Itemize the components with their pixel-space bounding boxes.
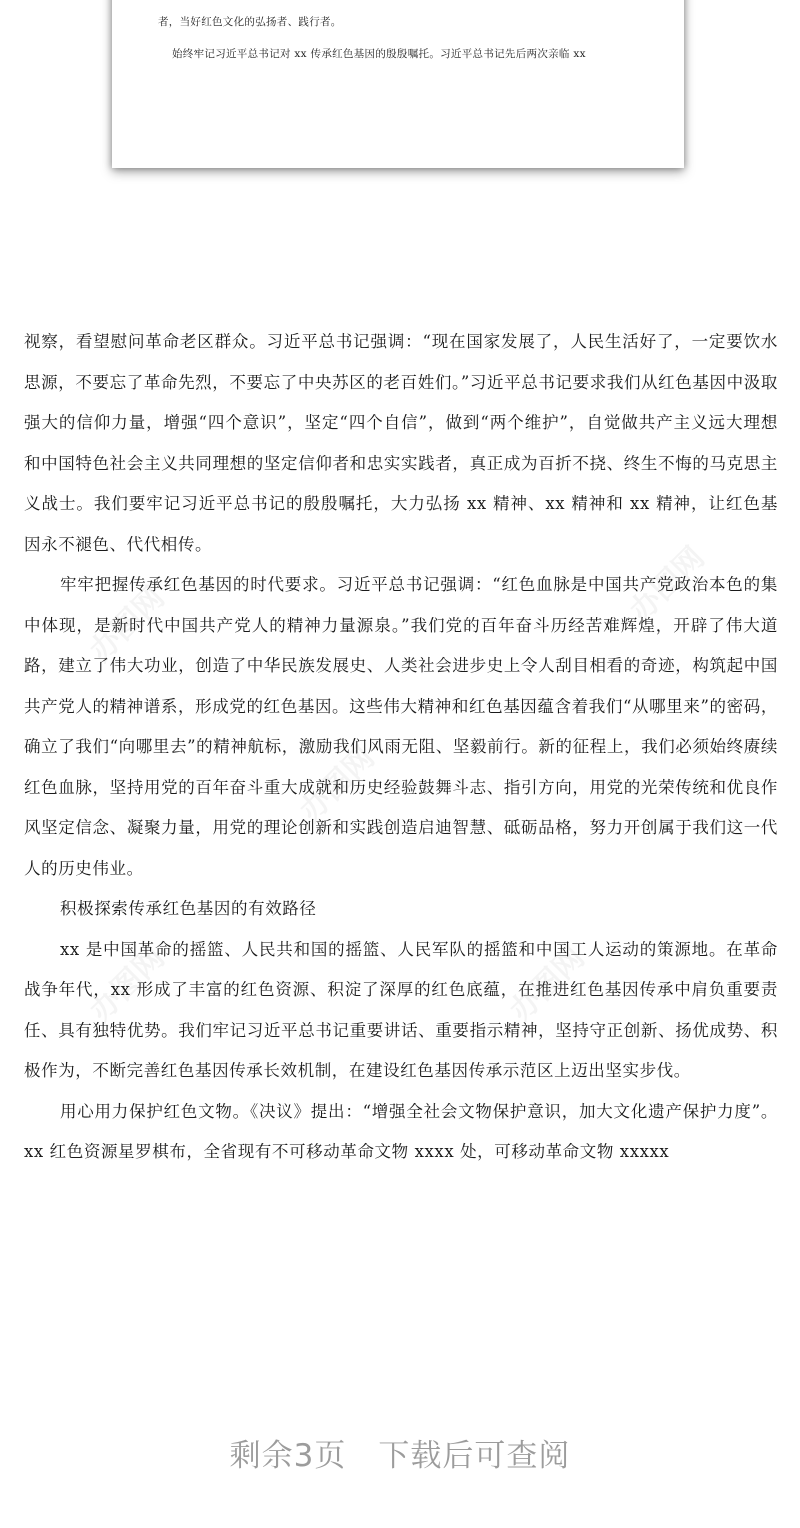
- paragraph: xx 是中国革命的摇篮、人民共和国的摇篮、人民军队的摇篮和中国工人运动的策源地。在革命战争年代，xx 形成了丰富的红色资源、积淀了深厚的红色底蕴，在推进红色基因传承中肩负重要责任、具有独特优势。我们牢记习近平总书记重要讲话、重要指示精神，坚持守正创新、扬优成势、积极作为，不断完善红色基因传承长效机制，在建设红色基因传承示范区上迈出坚实步伐。: [24, 939, 778, 1080]
- watermark: 办图网: [503, 940, 592, 1029]
- watermark: 办图网: [293, 740, 382, 829]
- watermark: 办图网: [83, 580, 172, 669]
- article-body: [24, 322, 778, 1173]
- paragraph-continuation: 视察，看望慰问革命老区群众。习近平总书记强调：“现在国家发展了，人民生活好了，一定要饮水思源，不要忘了革命先烈，不要忘了中央苏区的老百姓们。”习近平总书记要求我们从红色基因中汲取强大的信仰力量，增强“四个意识”，坚定“四个自信”，做到“两个维护”，自觉做共产主义远大理想和中国特色社会主义共同理想的坚定信仰者和忠实实践者，真正成为百折不挠、终生不悔的马克思主义战士。我们要牢记习近平总书记的殷殷嘱托，大力弘扬 xx 精神、xx 精神和 xx 精神，让红色基因永不褪色、代代相传。: [24, 332, 778, 554]
- preview-line-1: 者，当好红色文化的弘扬者、践行者。: [158, 16, 342, 28]
- watermark: 办图网: [623, 540, 712, 629]
- previous-page-preview: [112, 0, 684, 168]
- download-banner[interactable]: [0, 1430, 800, 1475]
- section-heading: 积极探索传承红色基因的有效路径: [60, 899, 317, 918]
- paragraph: 用心用力保护红色文物。《决议》提出：“增强全社会文物保护意识，加大文化遗产保护力度”。xx 红色资源星罗棋布，全省现有不可移动革命文物 xxxx 处，可移动革命文物 xxxxx: [24, 1101, 778, 1161]
- paragraph: 牢牢把握传承红色基因的时代要求。习近平总书记强调：“红色血脉是中国共产党政治本色的集中体现，是新时代中国共产党人的精神力量源泉。”我们党的百年奋斗历经苦难辉煌，开辟了伟大道路，建立了伟大功业，创造了中华民族发展史、人类社会进步史上令人刮目相看的奇迹，构筑起中国共产党人的精神谱系，形成党的红色基因。这些伟大精神和红色基因蕴含着我们“从哪里来”的密码，确立了我们“向哪里去”的精神航标，激励我们风雨无阻、坚毅前行。新的征程上，我们必须始终赓续红色血脉，坚持用党的百年奋斗重大成就和历史经验鼓舞斗志、指引方向，用党的光荣传统和优良作风坚定信念、凝聚力量，用党的理论创新和实践创造启迪智慧、砥砺品格，努力开创属于我们这一代人的历史伟业。: [24, 575, 778, 878]
- download-hint-label: 下载后可查阅: [378, 1438, 571, 1474]
- remaining-pages-label: 剩余3页: [229, 1438, 347, 1474]
- preview-line-2: 始终牢记习近平总书记对 xx 传承红色基因的殷殷嘱托。习近平总书记先后两次亲临 xx: [172, 48, 586, 60]
- watermark: 办图网: [83, 940, 172, 1029]
